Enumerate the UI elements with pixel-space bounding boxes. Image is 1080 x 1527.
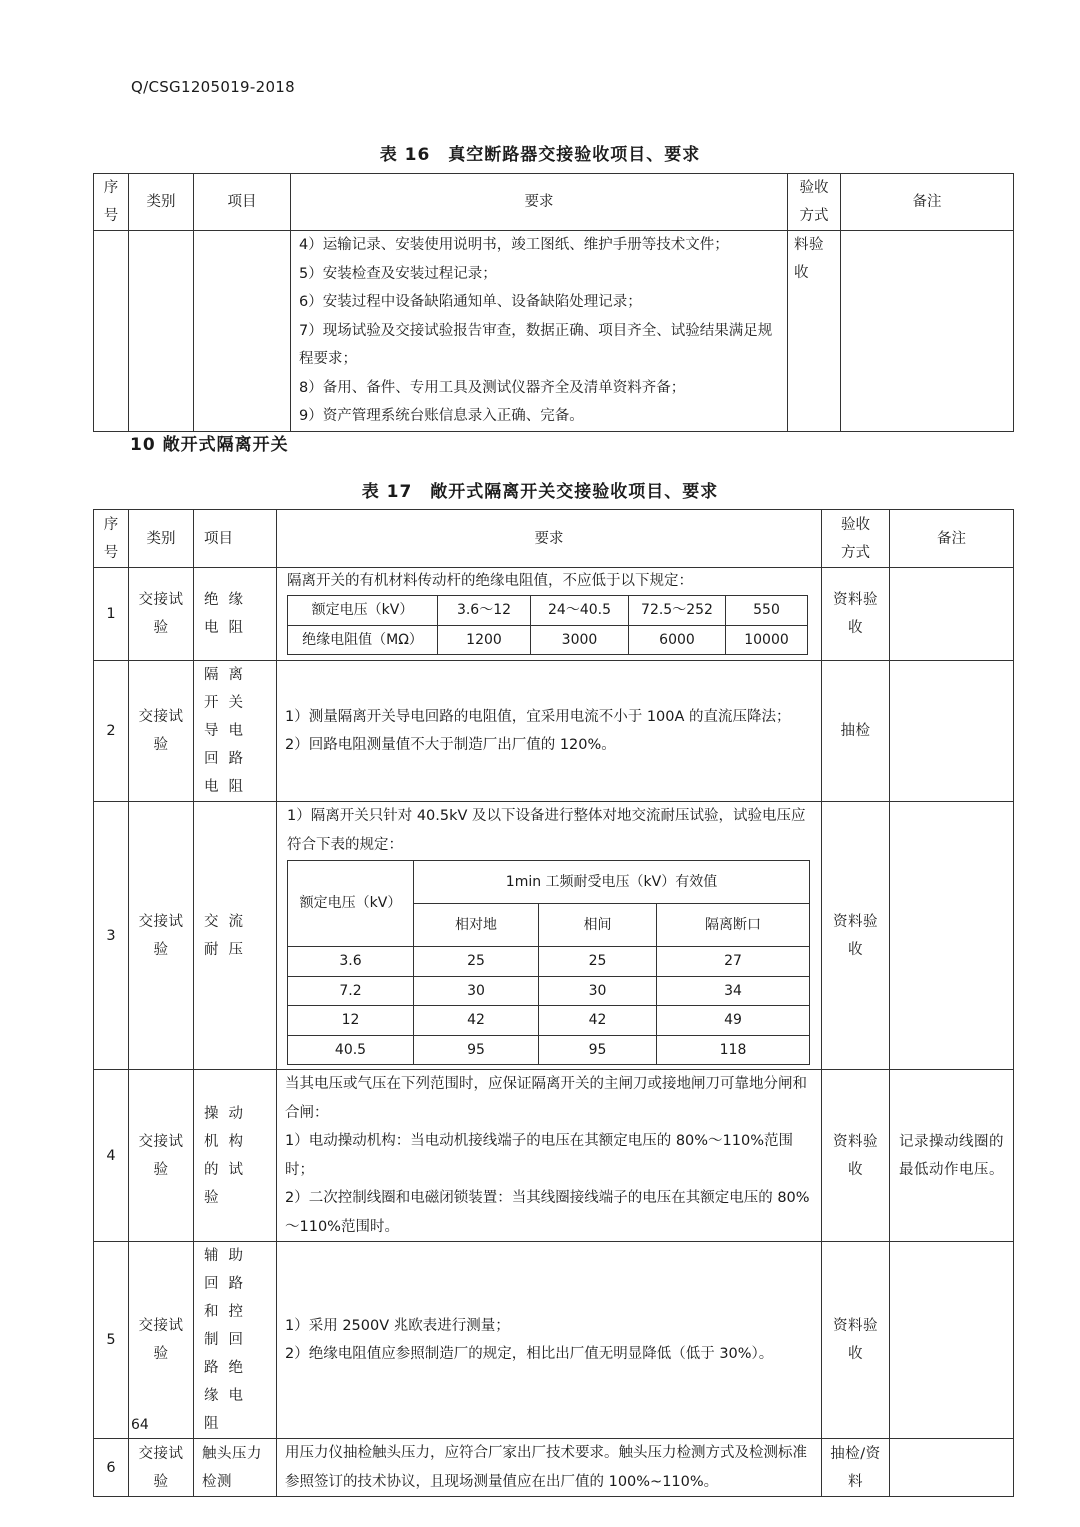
sub-cell: 95	[539, 1035, 657, 1065]
row-category: 交接试验	[129, 661, 194, 802]
table-row	[94, 661, 1014, 802]
requirement-intro: 隔离开关的有机材料传动杆的绝缘电阻值，不应低于以下规定：	[287, 573, 693, 589]
t16-category-cell	[129, 231, 194, 432]
sub-cell: 30	[414, 976, 539, 1006]
row-item: 辅助回路和控制回路绝缘电阻	[194, 1242, 277, 1439]
t16-method-cell: 料验收	[788, 231, 841, 432]
withstand-voltage-table	[287, 860, 810, 1065]
row-method: 资料验收	[822, 802, 890, 1070]
header-method: 验收 方式	[788, 174, 841, 231]
sub-cell: 绝缘电阻值（MΩ）	[288, 625, 438, 655]
requirement-intro: 1）隔离开关只针对 40.5kV 及以下设备进行整体对地交流耐压试验，试验电压应符合下表的规定：	[287, 808, 806, 853]
row-remark	[890, 661, 1014, 802]
requirement-line: 2）回路电阻测量值不大于制造厂出厂值的 120%。	[285, 737, 616, 753]
t16-line: 8）备用、备件、专用工具及测试仪器齐全及清单资料齐备；	[299, 379, 686, 396]
row-seq: 6	[94, 1439, 129, 1497]
requirement-line: 当其电压或气压在下列范围时，应保证隔离开关的主闸刀或接地闸刀可靠地分闸和合闸：	[285, 1076, 807, 1121]
row-requirement	[277, 1439, 822, 1497]
row-method: 资料验收	[822, 568, 890, 661]
table-row	[94, 1070, 1014, 1242]
row-remark	[890, 1439, 1014, 1497]
sub-cell: 3.6～12	[438, 596, 531, 626]
header-remark: 备注	[841, 174, 1014, 231]
table16	[93, 173, 1014, 432]
row-requirement	[277, 661, 822, 802]
sub-cell: 6000	[629, 625, 726, 655]
row-method: 抽检/资 料	[822, 1439, 890, 1497]
header-item: 项目	[194, 510, 277, 568]
header-requirement: 要求	[277, 510, 822, 568]
requirement-line: 1）测量隔离开关导电回路的电阻值，宜采用电流不小于 100A 的直流压降法；	[285, 708, 791, 725]
sub-cell: 42	[414, 1006, 539, 1036]
row-requirement	[277, 1242, 822, 1439]
row-seq: 3	[94, 802, 129, 1070]
sub-header: 1min 工频耐受电压（kV）有效值	[414, 861, 810, 904]
row-method: 资料验收	[822, 1242, 890, 1439]
header-seq: 序 号	[94, 510, 129, 568]
row-item: 触头压力检测	[194, 1439, 277, 1497]
sub-cell: 24～40.5	[531, 596, 629, 626]
sub-cell: 1200	[438, 625, 531, 655]
table-row	[94, 568, 1014, 661]
sub-cell: 额定电压（kV）	[288, 596, 438, 626]
sub-header: 额定电压（kV）	[288, 861, 414, 947]
page-number: 64	[131, 1417, 149, 1433]
sub-cell: 30	[539, 976, 657, 1006]
row-item: 隔离开关导电回路电阻	[194, 661, 277, 802]
row-item: 绝缘电阻	[194, 568, 277, 661]
row-category: 交接试验	[129, 1070, 194, 1242]
sub-cell: 12	[288, 1006, 414, 1036]
row-requirement	[277, 802, 822, 1070]
t16-remark-cell	[841, 231, 1014, 432]
header-category: 类别	[129, 510, 194, 568]
t16-line: 4）运输记录、安装使用说明书，竣工图纸、维护手册等技术文件；	[299, 237, 729, 253]
sub-cell: 25	[414, 947, 539, 977]
row-category: 交接试验	[129, 568, 194, 661]
row-seq: 5	[94, 1242, 129, 1439]
requirement-line: 1）采用 2500V 兆欧表进行测量；	[285, 1317, 510, 1334]
sub-cell: 40.5	[288, 1035, 414, 1065]
section-heading: 10 敞开式隔离开关	[130, 435, 289, 455]
table-row	[94, 802, 1014, 1070]
header-requirement: 要求	[291, 174, 788, 231]
row-remark	[890, 802, 1014, 1070]
row-seq: 4	[94, 1070, 129, 1242]
sub-cell: 72.5～252	[629, 596, 726, 626]
t16-seq-cell	[94, 231, 129, 432]
table-row	[94, 1242, 1014, 1439]
sub-table-row	[288, 947, 810, 977]
sub-table-row	[288, 1006, 810, 1036]
sub-cell: 3000	[531, 625, 629, 655]
row-remark	[890, 1242, 1014, 1439]
requirement-line: 2）绝缘电阻值应参照制造厂的规定，相比出厂值无明显降低（低于 30%）。	[285, 1346, 774, 1362]
header-category: 类别	[129, 174, 194, 231]
sub-table-row	[288, 861, 810, 904]
insulation-resistance-table	[287, 595, 808, 655]
sub-table-row	[288, 976, 810, 1006]
sub-cell: 25	[539, 947, 657, 977]
row-requirement	[277, 1070, 822, 1242]
row-category: 交接试验	[129, 1439, 194, 1497]
requirement-line: 2）二次控制线圈和电磁闭锁装置：当其线圈接线端子的电压在其额定电压的 80%～110%范围时。	[285, 1190, 810, 1235]
t16-line: 6）安装过程中设备缺陷通知单、设备缺陷处理记录；	[299, 294, 642, 310]
row-remark	[890, 568, 1014, 661]
table17-caption: 表 17 敞开式隔离开关交接验收项目、要求	[361, 482, 719, 502]
header-seq: 序 号	[94, 174, 129, 231]
requirement-line: 1）电动操动机构：当电动机接线端子的电压在其额定电压的 80%～110%范围时；	[285, 1133, 794, 1178]
sub-cell: 27	[657, 947, 810, 977]
sub-cell: 10000	[726, 625, 808, 655]
row-item: 操动机构的试验	[194, 1070, 277, 1242]
t16-line: 5）安装检查及安装过程记录；	[299, 265, 497, 282]
sub-cell: 49	[657, 1006, 810, 1036]
sub-cell: 95	[414, 1035, 539, 1065]
document-code: Q/CSG1205019-2018	[131, 78, 295, 96]
sub-cell: 118	[657, 1035, 810, 1065]
sub-cell: 3.6	[288, 947, 414, 977]
sub-cell: 42	[539, 1006, 657, 1036]
t16-line: 7）现场试验及交接试验报告审查，数据正确、项目齐全、试验结果满足规程要求；	[299, 322, 773, 367]
sub-header: 相对地	[414, 904, 539, 947]
sub-header: 隔离断口	[657, 904, 810, 947]
table16-caption: 表 16 真空断路器交接验收项目、要求	[379, 145, 701, 165]
sub-cell: 550	[726, 596, 808, 626]
sub-header: 相间	[539, 904, 657, 947]
table-row	[94, 1439, 1014, 1497]
row-requirement	[277, 568, 822, 661]
row-seq: 2	[94, 661, 129, 802]
t16-item-cell	[194, 231, 291, 432]
t16-line: 9）资产管理系统台账信息录入正确、完备。	[299, 408, 584, 424]
sub-table-row	[288, 625, 808, 655]
row-item: 交流耐压	[194, 802, 277, 1070]
t16-requirement-cell	[291, 231, 788, 432]
row-method: 抽检	[822, 661, 890, 802]
sub-table-row	[288, 1035, 810, 1065]
requirement-line: 用压力仪抽检触头压力，应符合厂家出厂技术要求。触头压力检测方式及检测标准参照签订的技术协议，且现场测量值应在出厂值的 100%~110%。	[285, 1445, 807, 1490]
header-method: 验收 方式	[822, 510, 890, 568]
header-remark: 备注	[890, 510, 1014, 568]
row-category: 交接试验	[129, 802, 194, 1070]
row-method: 资料验收	[822, 1070, 890, 1242]
row-category: 交接试验	[129, 1242, 194, 1439]
table17	[93, 509, 1014, 1497]
row-remark: 记录操动线圈的最低动作电压。	[890, 1070, 1014, 1242]
sub-table-row	[288, 596, 808, 626]
row-seq: 1	[94, 568, 129, 661]
header-item: 项目	[194, 174, 291, 231]
sub-cell: 7.2	[288, 976, 414, 1006]
sub-cell: 34	[657, 976, 810, 1006]
